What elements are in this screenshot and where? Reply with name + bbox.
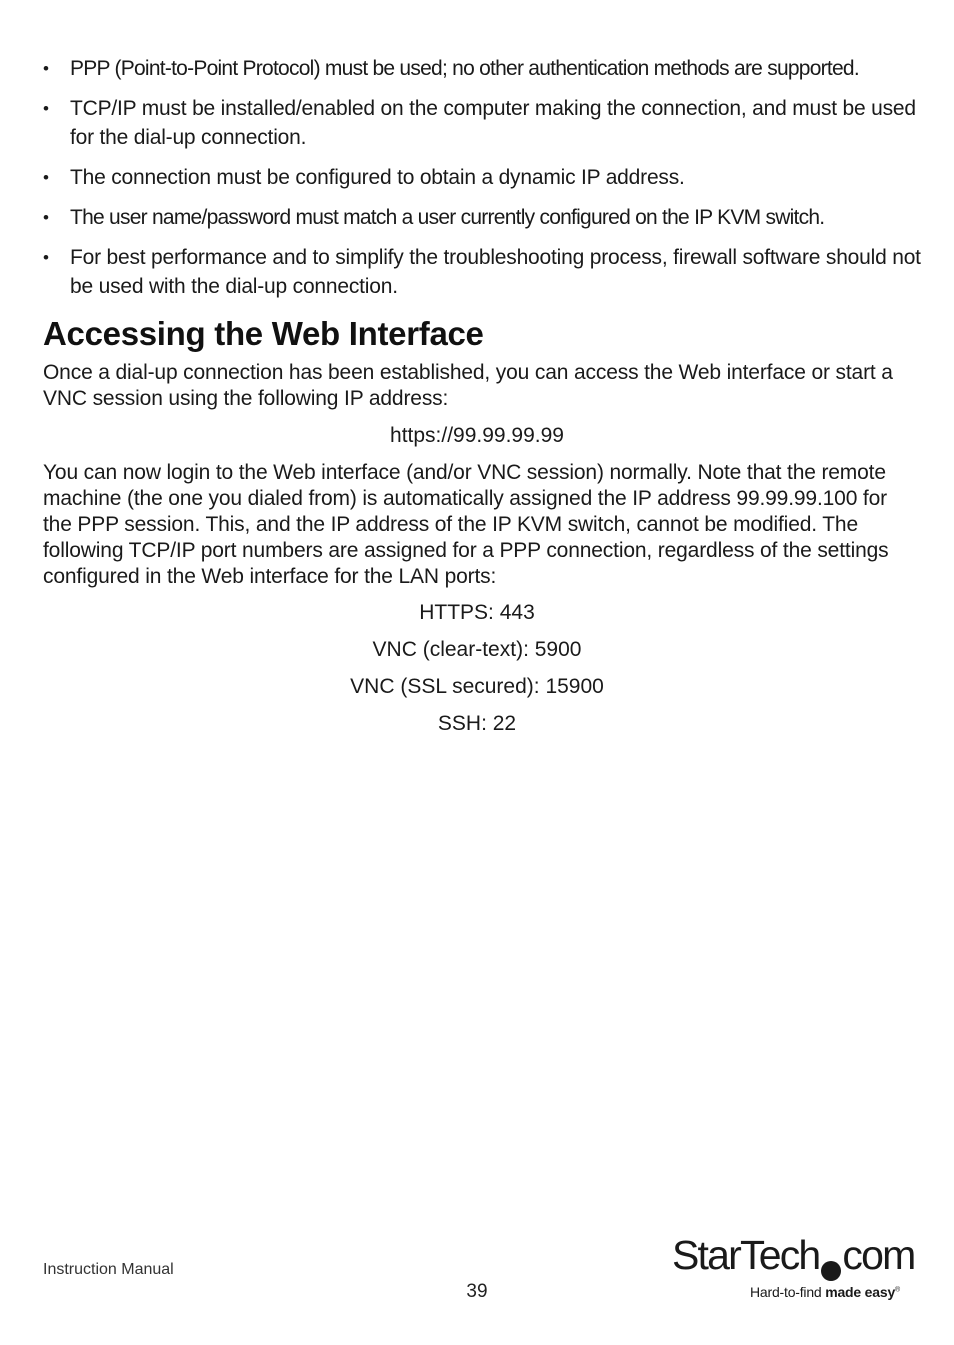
logo-brand-left: StarTech — [672, 1232, 820, 1278]
list-item — [43, 94, 923, 152]
logo-wordmark — [672, 1232, 914, 1281]
port-vnc-clear: VNC (clear-text): 5900 — [372, 638, 582, 661]
port-ssh: SSH: 22 — [437, 712, 517, 735]
list-item-text: TCP/IP must be installed/enabled on the computer making the connection, and must be used for the dial-up connection. — [70, 97, 916, 149]
bullet-icon: • — [43, 99, 49, 118]
requirements-list — [43, 54, 923, 312]
startech-logo — [672, 1232, 915, 1307]
bullet-icon: • — [43, 208, 49, 227]
intro-paragraph: Once a dial-up connection has been established, you can access the Web interface or start a VNC session using the following IP address: — [43, 361, 893, 410]
port-https: HTTPS: 443 — [419, 601, 535, 624]
footer-label: Instruction Manual — [43, 1261, 174, 1278]
logo-dot-icon — [821, 1261, 841, 1281]
logo-tagline-bold: made easy — [825, 1284, 896, 1300]
section-title: Accessing the Web Interface — [43, 315, 484, 352]
list-item-text: For best performance and to simplify the troubleshooting process, firewall software should not be used with the dial-up connection. — [70, 246, 921, 298]
logo-brand-right: com — [842, 1232, 915, 1278]
ip-address: https://99.99.99.99 — [390, 424, 564, 447]
bullet-icon: • — [43, 248, 49, 267]
registered-mark: ® — [895, 1286, 900, 1294]
list-item — [43, 243, 923, 301]
logo-tagline — [750, 1284, 900, 1300]
bullet-icon: • — [43, 168, 49, 187]
logo-tagline-regular: Hard-to-find — [750, 1284, 826, 1300]
list-item-text: PPP (Point-to-Point Protocol) must be used; no other authentication methods are supported. — [70, 57, 859, 80]
port-vnc-ssl: VNC (SSL secured): 15900 — [350, 675, 604, 698]
body-paragraph: You can now login to the Web interface (and/or VNC session) normally. Note that the remote machine (the one you dialed from) is automatically assigned the IP address 99.99.99.100 for the PPP session. This, and the IP address of the IP KVM switch, cannot be modified. The following TCP/IP port numbers are assigned for a PPP connection, regardless of the settings configured in the Web interface for the LAN ports: — [43, 461, 889, 588]
list-item — [43, 203, 923, 232]
list-item — [43, 163, 923, 192]
list-item-text: The user name/password must match a user currently configured on the IP KVM switch. — [70, 206, 825, 229]
bullet-icon: • — [43, 59, 49, 78]
list-item-text: The connection must be configured to obtain a dynamic IP address. — [70, 166, 685, 189]
page-number: 39 — [466, 1281, 488, 1302]
list-item — [43, 54, 923, 83]
